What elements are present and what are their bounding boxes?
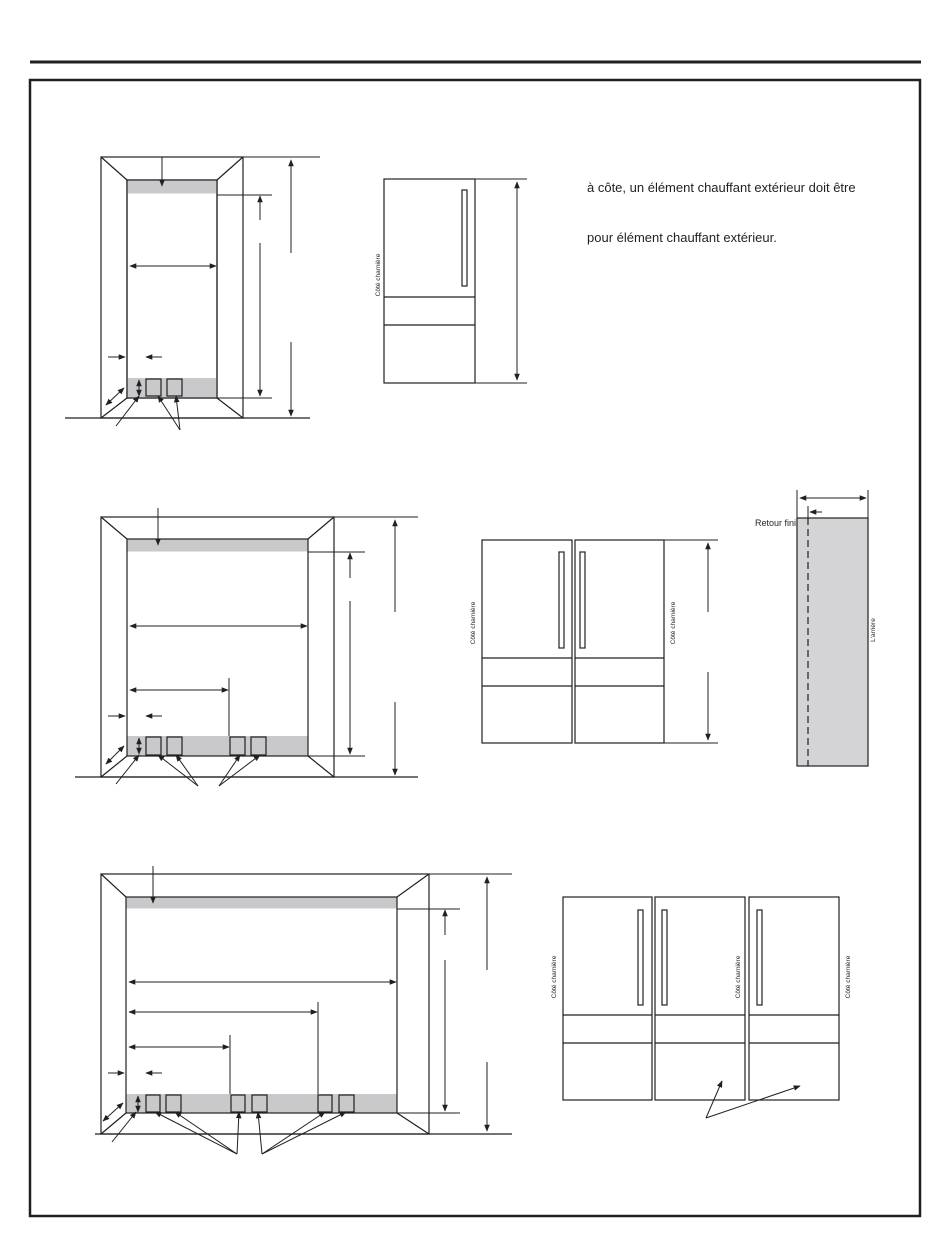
refrigerator-single-front [384, 179, 527, 383]
instruction-line-1: à côte, un élément chauffant extérieur doit être [587, 180, 856, 195]
refrigerator-double-front [482, 540, 718, 743]
top-heater-band [128, 540, 308, 552]
door-handle [580, 552, 585, 648]
refrigerator-triple-front [563, 897, 839, 1118]
finished-return-label: Retour fini [754, 518, 796, 528]
recess-diagram-single [65, 157, 320, 430]
recess-diagram-triple [95, 866, 512, 1154]
rear-label: L'arrière [870, 618, 877, 642]
door-handle [638, 910, 643, 1005]
side-panel-section [797, 490, 868, 766]
recess-diagram-double [75, 508, 418, 786]
bottom-heater-band [128, 736, 308, 756]
hinge-side-label-3: Côté charnière [845, 955, 852, 999]
hinge-side-label-left: Côté charnière [470, 601, 477, 645]
hinge-side-label: Côté charnière [375, 253, 382, 297]
door-handle [757, 910, 762, 1005]
door-handle [462, 190, 467, 286]
hinge-side-label-right: Côté charnière [670, 601, 677, 645]
door-handle [559, 552, 564, 648]
hinge-side-label-2: Côté charnière [735, 955, 742, 999]
top-heater-band [128, 181, 217, 194]
door-handle [662, 910, 667, 1005]
instruction-line-2: pour élément chauffant extérieur. [587, 230, 777, 245]
top-heater-band [127, 898, 397, 909]
hinge-side-label-1: Côté charnière [551, 955, 558, 999]
bottom-heater-band [128, 378, 217, 398]
bottom-heater-band [127, 1094, 397, 1113]
